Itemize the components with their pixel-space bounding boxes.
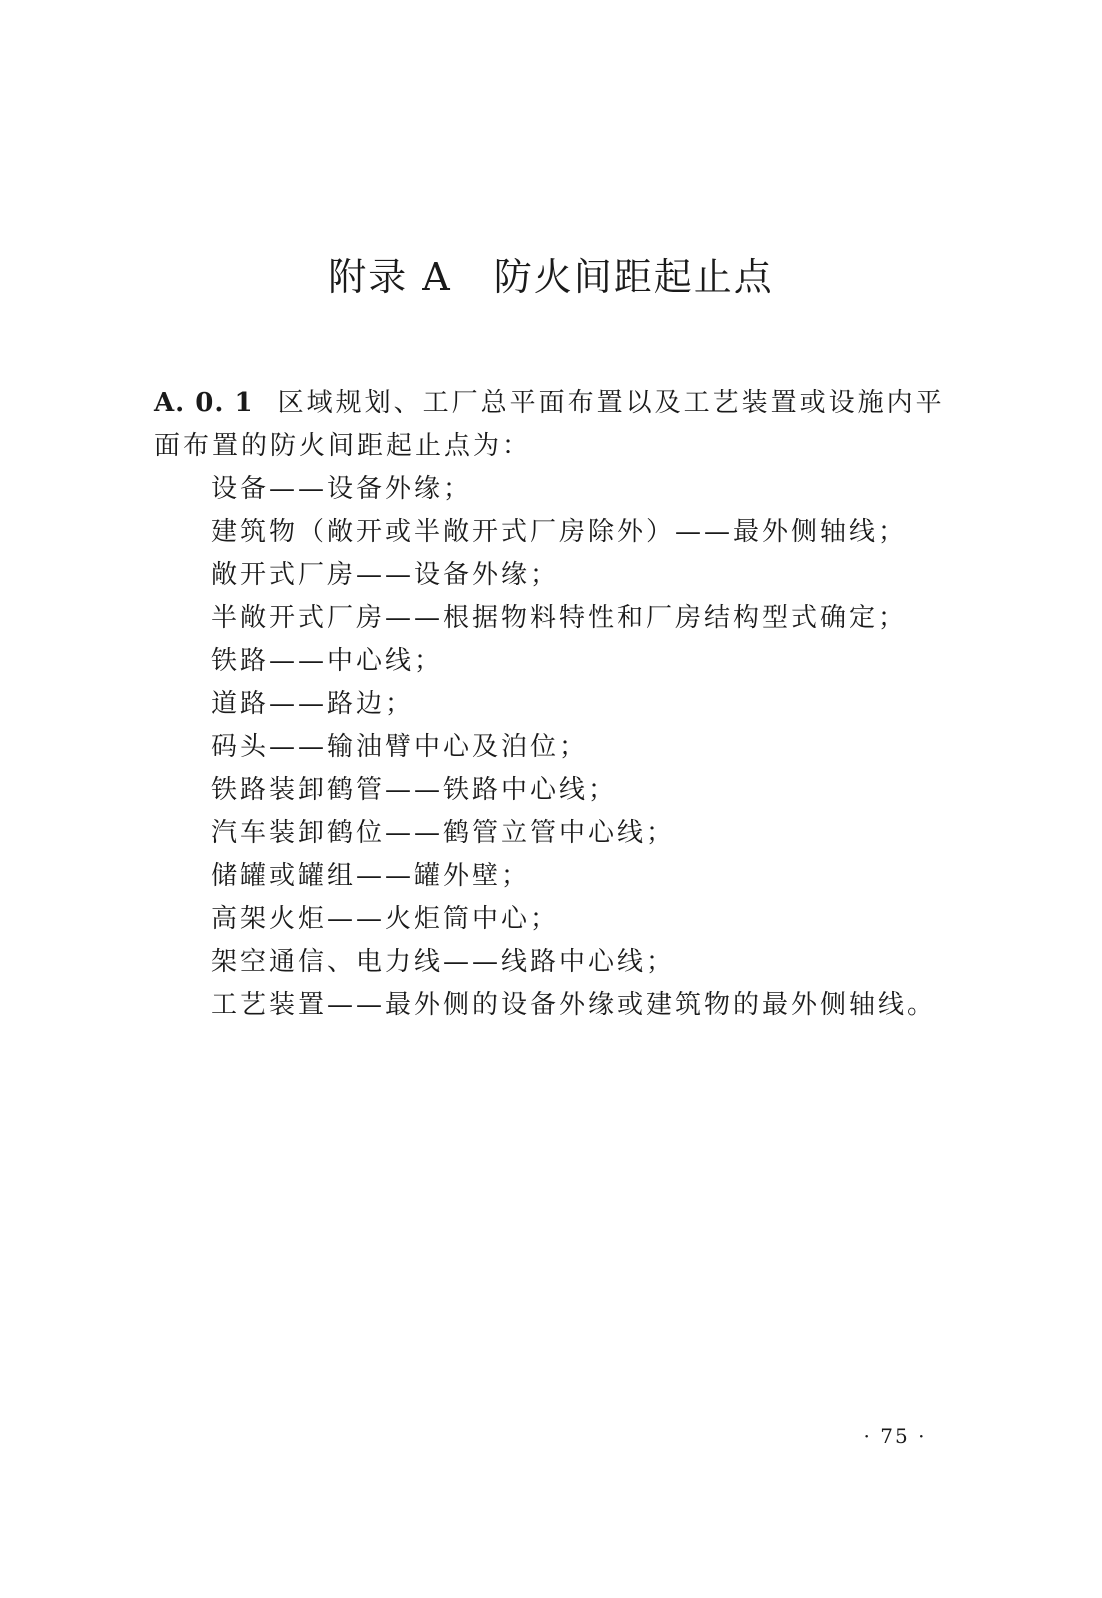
list-item: 铁路——中心线；	[211, 646, 444, 676]
list-item: 高架火炬——火炬筒中心；	[211, 904, 560, 934]
list-item: 道路——路边；	[211, 689, 415, 719]
clause-item-list	[211, 468, 971, 1027]
clause-number: A. 0. 1	[154, 388, 254, 418]
list-item: 汽车装卸鹤位——鹤管立管中心线；	[211, 818, 676, 848]
page-number: · 75 ·	[863, 1424, 927, 1448]
appendix-title: 防火间距起止点	[493, 255, 774, 299]
list-item: 工艺装置——最外侧的设备外缘或建筑物的最外侧轴线。	[211, 990, 937, 1020]
appendix-label: 附录 A	[328, 255, 452, 299]
list-item: 建筑物（敞开或半敞开式厂房除外）——最外侧轴线；	[211, 517, 908, 547]
list-item: 码头——输油臂中心及泊位；	[211, 732, 589, 762]
list-item: 半敞开式厂房——根据物料特性和厂房结构型式确定；	[211, 603, 908, 633]
list-item: 架空通信、电力线——线路中心线；	[211, 947, 676, 977]
list-item: 敞开式厂房——设备外缘；	[211, 560, 560, 590]
page-title	[0, 246, 1102, 301]
list-item: 设备——设备外缘；	[211, 474, 473, 504]
clause-text: 区域规划、工厂总平面布置以及工艺装置或设施内平面布置的防火间距起止点为：	[154, 388, 945, 461]
list-item: 铁路装卸鹤管——铁路中心线；	[211, 775, 618, 805]
clause-paragraph	[154, 382, 954, 468]
list-item: 储罐或罐组——罐外壁；	[211, 861, 531, 891]
